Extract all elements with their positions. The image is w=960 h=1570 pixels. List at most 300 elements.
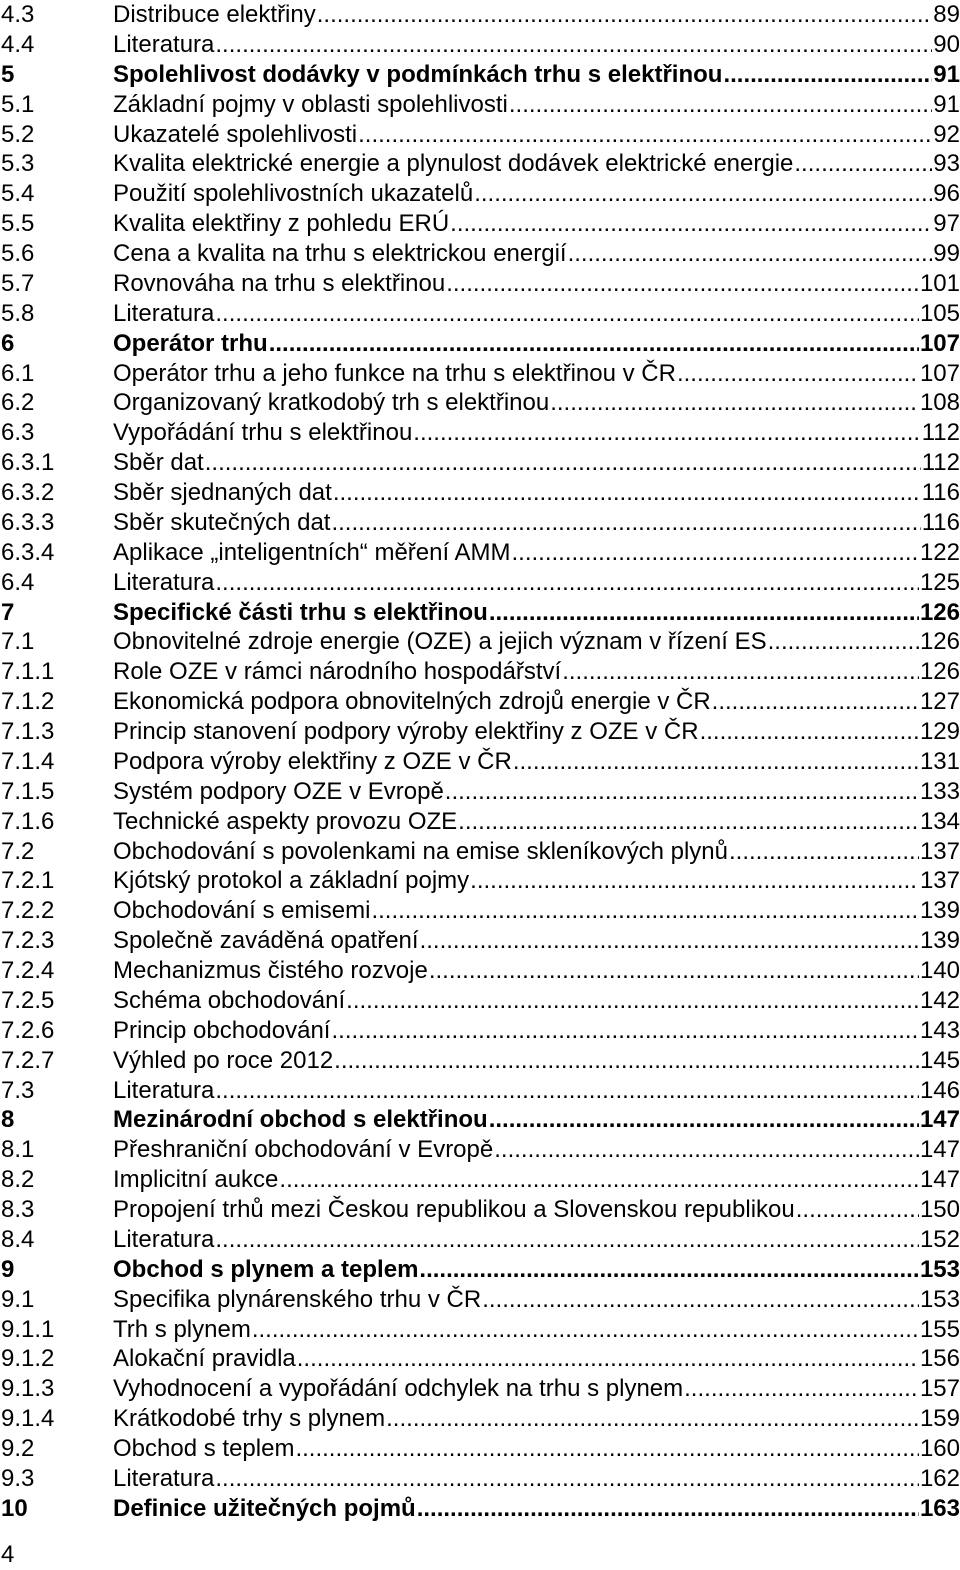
- toc-entry-page-number: 89: [933, 1, 960, 28]
- toc-entry-title: Spolehlivost dodávky v podmínkách trhu s elektřinou: [113, 60, 723, 88]
- toc-entry-title: Propojení trhů mezi Českou republikou a Slovenskou republikou: [113, 1196, 795, 1223]
- dot-leader: [482, 1285, 919, 1315]
- dot-leader: [429, 956, 919, 986]
- toc-entry-number: 4.4: [1, 30, 35, 58]
- toc-entry-number: 9.1.1: [1, 1315, 55, 1343]
- toc-entry-line: [113, 120, 960, 150]
- toc-entry-page-number: 91: [933, 60, 960, 88]
- toc-entry-title: Operátor trhu a jeho funkce na trhu s elektřinou v ČR: [113, 359, 676, 387]
- toc-entry-title: Mechanizmus čistého rozvoje: [113, 957, 428, 984]
- toc-entry-number: 6: [1, 329, 15, 357]
- dot-leader: [768, 627, 919, 657]
- toc-entry-number: 8.2: [1, 1166, 35, 1194]
- toc-entry[interactable]: [0, 1105, 960, 1135]
- toc-entry-title: Mezinárodní obchod s elektřinou: [113, 1106, 488, 1134]
- toc-entry-title: Obchodování s povolenkami na emise skleníkových plynů: [113, 837, 728, 865]
- toc-entry-line: [113, 777, 960, 807]
- toc-entry[interactable]: [0, 538, 960, 568]
- toc-entry[interactable]: [0, 478, 960, 508]
- toc-entry[interactable]: [0, 657, 960, 687]
- toc-entry-page-number: 107: [919, 329, 960, 357]
- toc-entry[interactable]: [0, 508, 960, 538]
- toc-entry-number: 9.3: [1, 1464, 35, 1492]
- toc-entry-number: 7.1.4: [1, 747, 55, 775]
- toc-entry-line: [113, 1105, 960, 1135]
- toc-entry-line: [113, 1344, 960, 1374]
- toc-entry-line: [113, 329, 960, 359]
- dot-leader: [568, 239, 933, 269]
- toc-entry-page-number: 108: [919, 389, 960, 417]
- dot-leader: [215, 1076, 919, 1106]
- dot-leader: [489, 598, 919, 628]
- toc-entry-page-number: 146: [919, 1076, 960, 1104]
- toc-entry-number: 7.2.1: [1, 867, 55, 895]
- toc-entry-line: [113, 179, 960, 209]
- toc-entry-line: [113, 1315, 960, 1345]
- toc-entry-page-number: 137: [919, 867, 960, 895]
- toc-entry[interactable]: [0, 1046, 960, 1076]
- toc-entry-line: [113, 1016, 960, 1046]
- toc-entry-title: Implicitní aukce: [113, 1166, 279, 1194]
- toc-entry[interactable]: [0, 807, 960, 837]
- toc-entry-line: [113, 807, 960, 837]
- toc-entry-title: Sběr sjednaných dat: [113, 479, 332, 506]
- dot-leader: [446, 269, 919, 299]
- toc-entry-number: 7: [1, 598, 15, 626]
- toc-entry-number: 6.3.3: [1, 508, 55, 536]
- toc-entry-number: 7.2.6: [1, 1016, 55, 1044]
- toc-entry-page-number: 126: [919, 658, 960, 686]
- toc-entry-line: [113, 598, 960, 628]
- toc-entry-line: [113, 149, 960, 179]
- dot-leader: [513, 747, 919, 777]
- toc-entry[interactable]: [0, 1344, 960, 1374]
- toc-entry[interactable]: [0, 388, 960, 418]
- dot-leader: [215, 1225, 919, 1255]
- toc-entry[interactable]: [0, 1135, 960, 1165]
- toc-entry-number: 4.3: [1, 1, 35, 28]
- toc-entry-title: Přeshraniční obchodování v Evropě: [113, 1136, 494, 1164]
- toc-entry-page-number: 91: [933, 90, 960, 118]
- toc-entry-number: 8.4: [1, 1225, 35, 1253]
- toc-entry-title: Literatura: [113, 1464, 215, 1492]
- toc-entry-title: Systém podpory OZE v Evropě: [113, 777, 444, 805]
- toc-entry-line: [113, 1195, 960, 1225]
- toc-entry[interactable]: [0, 179, 960, 209]
- dot-leader: [346, 986, 919, 1016]
- toc-entry-title: Literatura: [113, 1076, 215, 1104]
- toc-entry-line: [113, 418, 960, 448]
- toc-entry-title: Obchodování s emisemi: [113, 897, 371, 925]
- toc-entry-page-number: 133: [919, 777, 960, 805]
- toc-entry-title: Specifické části trhu s elektřinou: [113, 598, 488, 626]
- toc-entry[interactable]: [0, 1195, 960, 1225]
- toc-entry-number: 6.3.4: [1, 538, 55, 566]
- dot-leader: [550, 388, 919, 418]
- toc-entry-page-number: 152: [919, 1225, 960, 1253]
- dot-leader: [331, 508, 920, 538]
- toc-entry-line: [113, 30, 960, 60]
- dot-leader: [458, 807, 919, 837]
- toc-entry-line: [113, 717, 960, 747]
- toc-entry-title: Definice užitečných pojmů: [113, 1494, 416, 1522]
- toc-entry-number: 8: [1, 1106, 15, 1134]
- toc-entry-line: [113, 1225, 960, 1255]
- toc-entry-number: 7.1.1: [1, 658, 55, 686]
- toc-entry-title: Literatura: [113, 568, 215, 596]
- toc-entry[interactable]: [0, 777, 960, 807]
- dot-leader: [420, 926, 919, 956]
- toc-entry[interactable]: [0, 0, 960, 30]
- toc-entry-page-number: 122: [919, 538, 960, 566]
- toc-entry-title: Ekonomická podpora obnovitelných zdrojů energie v ČR: [113, 688, 711, 716]
- toc-entry-page-number: 131: [919, 747, 960, 775]
- toc-entry-page-number: 163: [919, 1494, 960, 1522]
- toc-entry-number: 7.2.7: [1, 1046, 55, 1074]
- toc-entry-line: [113, 926, 960, 956]
- toc-entry[interactable]: [0, 837, 960, 867]
- toc-entry-line: [113, 866, 960, 896]
- toc-entry-page-number: 140: [919, 957, 960, 984]
- dot-leader: [297, 1344, 919, 1374]
- toc-entry-line: [113, 538, 960, 568]
- toc-entry-number: 5.8: [1, 299, 35, 327]
- toc-entry-line: [113, 956, 960, 986]
- toc-entry-page-number: 159: [919, 1405, 960, 1433]
- toc-entry[interactable]: [0, 1494, 960, 1524]
- toc-entry-number: 7.1.2: [1, 688, 55, 716]
- toc-entry[interactable]: [0, 269, 960, 299]
- dot-leader: [445, 777, 919, 807]
- toc-entry[interactable]: [0, 1165, 960, 1195]
- toc-entry-line: [113, 986, 960, 1016]
- dot-leader: [413, 418, 920, 448]
- toc-entry[interactable]: [0, 1255, 960, 1285]
- toc-entry-title: Rovnováha na trhu s elektřinou: [113, 269, 446, 297]
- toc-entry-line: [113, 359, 960, 389]
- toc-entry-number: 5.3: [1, 150, 35, 178]
- toc-entry-page-number: 105: [919, 299, 960, 327]
- toc-entry-page-number: 147: [919, 1136, 960, 1164]
- toc-entry-line: [113, 299, 960, 329]
- dot-leader: [215, 1464, 919, 1494]
- toc-entry-page-number: 147: [919, 1106, 960, 1134]
- toc-entry-title: Distribuce elektřiny: [113, 1, 316, 28]
- toc-entry-line: [113, 1285, 960, 1315]
- toc-entry[interactable]: [0, 1464, 960, 1494]
- toc-entry-title: Vypořádání trhu s elektřinou: [113, 419, 413, 447]
- dot-leader: [494, 1135, 919, 1165]
- toc-entry-number: 6.1: [1, 359, 35, 387]
- toc-entry-number: 8.3: [1, 1196, 35, 1223]
- toc-entry[interactable]: [0, 866, 960, 896]
- toc-entry-title: Kjótský protokol a základní pojmy: [113, 867, 470, 895]
- toc-entry-number: 9.1.4: [1, 1405, 55, 1433]
- toc-entry[interactable]: [0, 239, 960, 269]
- dot-leader: [279, 1165, 919, 1195]
- toc-entry[interactable]: [0, 448, 960, 478]
- dot-leader: [474, 179, 932, 209]
- toc-entry-page-number: 162: [919, 1464, 960, 1492]
- toc-entry-number: 9.2: [1, 1435, 35, 1462]
- toc-entry-page-number: 139: [919, 927, 960, 955]
- toc-entry-line: [113, 1255, 960, 1285]
- toc-entry-number: 5: [1, 60, 15, 88]
- toc-entry-number: 7.1.6: [1, 807, 55, 835]
- toc-entry-title: Schéma obchodování: [113, 986, 346, 1014]
- toc-entry-line: [113, 747, 960, 777]
- dot-leader: [723, 60, 932, 90]
- toc-entry-line: [113, 657, 960, 687]
- toc-entry-page-number: 112: [921, 419, 960, 447]
- toc-entry-number: 6.3.2: [1, 479, 55, 506]
- toc-entry-number: 5.7: [1, 269, 35, 297]
- toc-entry-page-number: 90: [933, 30, 960, 58]
- toc-entry-page-number: 126: [919, 598, 960, 626]
- toc-entry-line: [113, 388, 960, 418]
- toc-entry-line: [113, 837, 960, 867]
- toc-entry-title: Obchod s teplem: [113, 1435, 295, 1462]
- toc-entry-number: 5.6: [1, 240, 35, 267]
- toc-entry-number: 7.1.3: [1, 718, 55, 745]
- toc-entry[interactable]: [0, 687, 960, 717]
- toc-entry-page-number: 125: [919, 568, 960, 596]
- toc-entry[interactable]: [0, 896, 960, 926]
- toc-entry-line: [113, 1464, 960, 1494]
- toc-entry-number: 9.1: [1, 1285, 35, 1313]
- dot-leader: [295, 1434, 919, 1464]
- dot-leader: [450, 209, 932, 239]
- toc-entry-number: 10: [1, 1494, 28, 1522]
- toc-entry[interactable]: [0, 90, 960, 120]
- toc-entry-page-number: 97: [933, 210, 960, 238]
- toc-entry[interactable]: [0, 598, 960, 628]
- toc-entry-page-number: 96: [933, 180, 960, 208]
- toc-entry-number: 5.1: [1, 90, 35, 118]
- toc-entry-number: 7.3: [1, 1076, 35, 1104]
- toc-entry-title: Role OZE v rámci národního hospodářství: [113, 658, 562, 686]
- toc-entry[interactable]: [0, 60, 960, 90]
- toc-entry[interactable]: [0, 149, 960, 179]
- toc-entry-title: Ukazatelé spolehlivosti: [113, 120, 358, 148]
- toc-entry-page-number: 116: [921, 479, 960, 506]
- toc-entry-title: Literatura: [113, 1225, 215, 1253]
- toc-entry-page-number: 137: [919, 837, 960, 865]
- toc-entry[interactable]: [0, 926, 960, 956]
- toc-entry-title: Kvalita elektrické energie a plynulost dodávek elektrické energie: [113, 150, 794, 178]
- dot-leader: [252, 1315, 919, 1345]
- toc-entry[interactable]: [0, 1285, 960, 1315]
- toc-entry-line: [113, 1434, 960, 1464]
- toc-entry-line: [113, 1046, 960, 1076]
- dot-leader: [700, 717, 919, 747]
- toc-entry-page-number: 155: [919, 1315, 960, 1343]
- dot-leader: [796, 1195, 919, 1225]
- toc-entry-number: 9.1.3: [1, 1375, 55, 1403]
- toc-entry-title: Společně zaváděná opatření: [113, 927, 419, 955]
- toc-entry[interactable]: [0, 1374, 960, 1404]
- toc-entry-title: Podpora výroby elektřiny z OZE v ČR: [113, 747, 512, 775]
- toc-entry[interactable]: [0, 329, 960, 359]
- dot-leader: [215, 30, 932, 60]
- toc-entry-title: Obnovitelné zdroje energie (OZE) a jejich význam v řízení ES: [113, 628, 767, 656]
- dot-leader: [331, 1016, 918, 1046]
- toc-entry[interactable]: [0, 30, 960, 60]
- toc-entry-line: [113, 1374, 960, 1404]
- toc-entry-title: Princip obchodování: [113, 1016, 331, 1044]
- toc-entry-page-number: 92: [933, 120, 960, 148]
- toc-entry-title: Cena a kvalita na trhu s elektrickou energií: [113, 240, 567, 267]
- toc-entry-line: [113, 687, 960, 717]
- toc-entry-number: 7.2.2: [1, 897, 55, 925]
- toc-entry-page-number: 157: [919, 1375, 960, 1403]
- toc-entry-line: [113, 1165, 960, 1195]
- toc-entry-page-number: 142: [919, 986, 960, 1014]
- dot-leader: [317, 0, 933, 30]
- toc-entry-line: [113, 448, 960, 478]
- toc-entry-title: Použití spolehlivostních ukazatelů: [113, 180, 474, 208]
- toc-entry-page-number: 153: [919, 1285, 960, 1313]
- toc-entry-number: 7.2.3: [1, 927, 55, 955]
- toc-entry[interactable]: [0, 1404, 960, 1434]
- toc-entry-title: Literatura: [113, 30, 215, 58]
- dot-leader: [334, 1046, 919, 1076]
- toc-entry[interactable]: [0, 209, 960, 239]
- toc-entry-number: 7.1.5: [1, 777, 55, 805]
- toc-entry-title: Výhled po roce 2012: [113, 1046, 334, 1074]
- toc-entry[interactable]: [0, 717, 960, 747]
- toc-entry-title: Základní pojmy v oblasti spolehlivosti: [113, 90, 508, 118]
- toc-entry[interactable]: [0, 1434, 960, 1464]
- toc-entry[interactable]: [0, 986, 960, 1016]
- toc-entry-number: 7.1: [1, 628, 35, 656]
- dot-leader: [729, 837, 919, 867]
- toc-entry-number: 6.3: [1, 419, 35, 447]
- page-number: 4: [1, 1541, 15, 1568]
- toc-entry-page-number: 147: [919, 1166, 960, 1194]
- toc-entry[interactable]: [0, 627, 960, 657]
- toc-entry-number: 9.1.2: [1, 1345, 55, 1373]
- toc-entry-number: 5.2: [1, 120, 35, 148]
- toc-entry-number: 6.4: [1, 568, 35, 596]
- dot-leader: [419, 1255, 919, 1285]
- toc-entry[interactable]: [0, 1225, 960, 1255]
- dot-leader: [489, 1105, 919, 1135]
- toc-entry-page-number: 101: [919, 269, 960, 297]
- toc-entry-line: [113, 60, 960, 90]
- dot-leader: [333, 478, 921, 508]
- toc-entry-title: Literatura: [113, 299, 215, 327]
- dot-leader: [470, 866, 919, 896]
- toc-entry-page-number: 112: [921, 449, 960, 477]
- toc-entry-number: 6.2: [1, 389, 35, 417]
- toc-entry[interactable]: [0, 299, 960, 329]
- toc-entry-line: [113, 1135, 960, 1165]
- toc-entry-title: Obchod s plynem a teplem: [113, 1255, 419, 1283]
- toc-entry-page-number: 99: [933, 240, 960, 267]
- toc-entry[interactable]: [0, 359, 960, 389]
- toc-entry-line: [113, 896, 960, 926]
- dot-leader: [215, 568, 919, 598]
- toc-entry[interactable]: [0, 1076, 960, 1106]
- dot-leader: [205, 448, 921, 478]
- toc-entry-title: Technické aspekty provozu OZE: [113, 807, 458, 835]
- toc-entry-number: 5.4: [1, 180, 35, 208]
- toc-entry-title: Aplikace „inteligentních“ měření AMM: [113, 538, 511, 566]
- dot-leader: [684, 1374, 919, 1404]
- toc-entry-page-number: 150: [919, 1196, 960, 1223]
- toc-entry-page-number: 134: [919, 807, 960, 835]
- dot-leader: [371, 896, 919, 926]
- toc-entry-number: 6.3.1: [1, 449, 55, 477]
- toc-entry-line: [113, 90, 960, 120]
- toc-entry-page-number: 145: [919, 1046, 960, 1074]
- toc-entry-page-number: 127: [919, 688, 960, 716]
- toc-entry-number: 7.2: [1, 837, 35, 865]
- toc-entry-page-number: 129: [919, 718, 960, 745]
- toc-entry-line: [113, 1076, 960, 1106]
- toc-entry-title: Vyhodnocení a vypořádání odchylek na trhu s plynem: [113, 1375, 684, 1403]
- toc-entry-number: 7.2.5: [1, 986, 55, 1014]
- toc-entry-line: [113, 269, 960, 299]
- toc-entry-number: 9: [1, 1255, 15, 1283]
- toc-entry-page-number: 160: [919, 1435, 960, 1462]
- toc-entry-title: Alokační pravidla: [113, 1345, 296, 1373]
- toc-entry-page-number: 93: [933, 150, 960, 178]
- toc-entry-page-number: 116: [921, 508, 960, 536]
- toc-entry-line: [113, 1404, 960, 1434]
- toc-entry-title: Trh s plynem: [113, 1315, 251, 1343]
- toc-entry-page-number: 126: [919, 628, 960, 656]
- toc-entry-number: 7.2.4: [1, 957, 55, 984]
- toc-entry[interactable]: [0, 120, 960, 150]
- toc-entry-title: Organizovaný kratkodobý trh s elektřinou: [113, 389, 550, 417]
- toc-entry-line: [113, 508, 960, 538]
- toc-entry[interactable]: [0, 418, 960, 448]
- toc-entry[interactable]: [0, 1016, 960, 1046]
- dot-leader: [269, 329, 919, 359]
- dot-leader: [417, 1494, 919, 1524]
- toc-entry-page-number: 156: [919, 1345, 960, 1373]
- toc-entry-line: [113, 209, 960, 239]
- toc-entry[interactable]: [0, 956, 960, 986]
- toc-entry-line: [113, 1494, 960, 1524]
- dot-leader: [712, 687, 919, 717]
- toc-entry-title: Kvalita elektřiny z pohledu ERÚ: [113, 210, 450, 238]
- toc-entry-number: 5.5: [1, 210, 35, 238]
- toc-entry[interactable]: [0, 1315, 960, 1345]
- toc-entry-line: [113, 0, 960, 30]
- toc-entry-line: [113, 478, 960, 508]
- toc-entry-number: 8.1: [1, 1136, 35, 1164]
- toc-entry[interactable]: [0, 568, 960, 598]
- toc-entry-title: Sběr skutečných dat: [113, 508, 331, 536]
- toc-entry[interactable]: [0, 747, 960, 777]
- dot-leader: [509, 90, 932, 120]
- dot-leader: [215, 299, 919, 329]
- dot-leader: [562, 657, 919, 687]
- toc-entry-title: Sběr dat: [113, 449, 204, 477]
- toc-entry-title: Krátkodobé trhy s plynem: [113, 1405, 386, 1433]
- toc-entry-line: [113, 239, 960, 269]
- toc-entry-line: [113, 568, 960, 598]
- toc-entry-page-number: 143: [919, 1016, 960, 1044]
- toc-entry-title: Princip stanovení podpory výroby elektřiny z OZE v ČR: [113, 718, 699, 745]
- toc-entry-title: Operátor trhu: [113, 329, 268, 357]
- toc-entry-title: Specifika plynárenského trhu v ČR: [113, 1285, 482, 1313]
- toc-entry-page-number: 153: [919, 1255, 960, 1283]
- dot-leader: [358, 120, 932, 150]
